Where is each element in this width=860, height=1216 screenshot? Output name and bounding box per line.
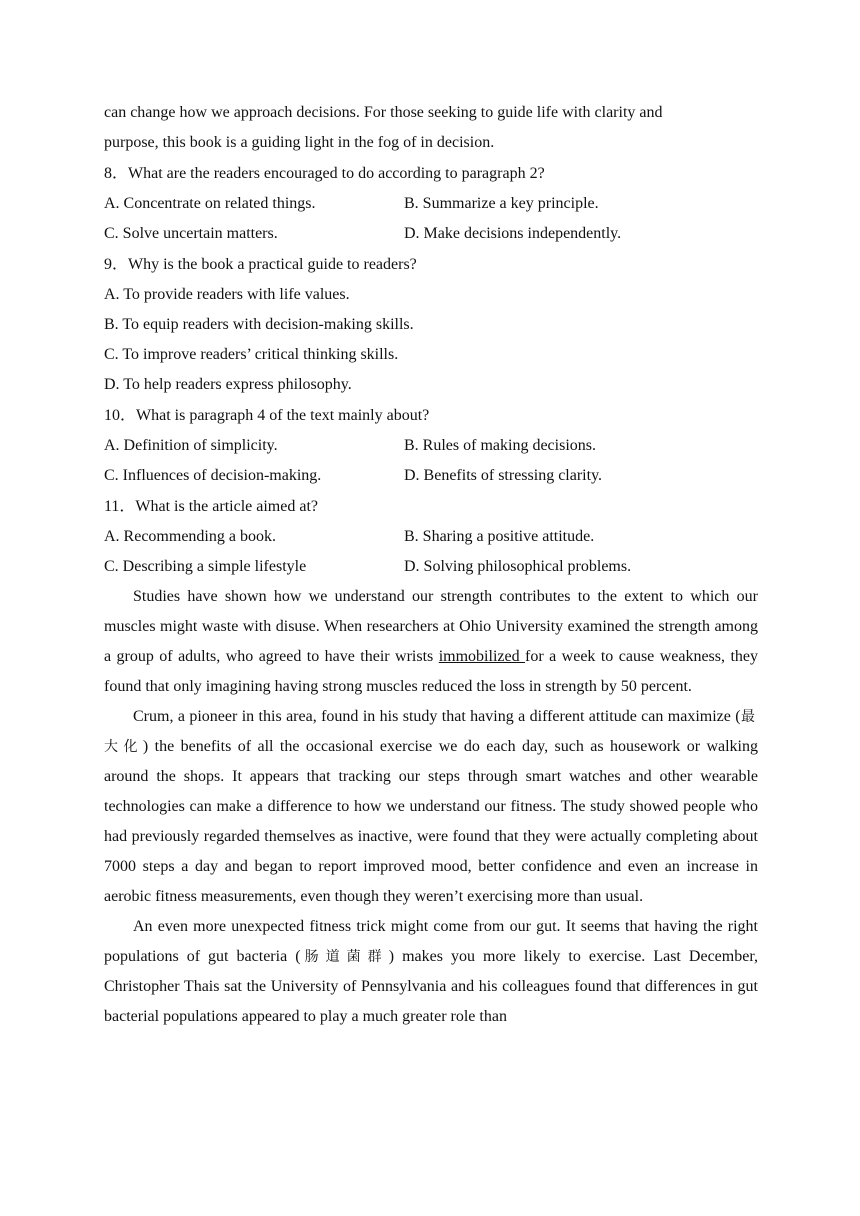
document-page bbox=[104, 98, 758, 1032]
question-11-option-d: D. Solving philosophical problems. bbox=[404, 558, 632, 575]
question-9-option-b: B. To equip readers with decision-making skills. bbox=[104, 316, 414, 333]
question-9-option-d: D. To help readers express philosophy. bbox=[104, 376, 352, 393]
question-8-option-d: D. Make decisions independently. bbox=[404, 225, 622, 242]
question-10-options-row-2 bbox=[104, 461, 758, 491]
question-9-stem: 9．Why is the book a practical guide to readers? bbox=[104, 256, 417, 273]
passage-paragraph-1 bbox=[104, 582, 758, 702]
question-8-stem: 8．What are the readers encouraged to do according to paragraph 2? bbox=[104, 165, 545, 182]
question-10-option-a: A. Definition of simplicity. bbox=[104, 437, 278, 454]
question-8-option-a: A. Concentrate on related things. bbox=[104, 195, 316, 212]
p3-text-after: ) makes you more likely to exercise. Last December, Christopher Thais sat the University of Pennsylvania and his colleagues found that differences in gut bacterial populations appeared to play a much greater role than bbox=[104, 948, 759, 1025]
p1-text-after: for a week to cause weakness, they found that only imagining having strong muscles reduced the loss in strength by 50 percent. bbox=[104, 648, 758, 695]
question-8-option-c: C. Solve uncertain matters. bbox=[104, 225, 278, 242]
question-11-options-row-1 bbox=[104, 522, 758, 552]
question-10-option-b: B. Rules of making decisions. bbox=[404, 437, 596, 454]
intro-line-2: purpose, this book is a guiding light in the fog of in decision. bbox=[104, 134, 495, 151]
p2-text-before: Crum, a pioneer in this area, found in his study that having a different attitude can maximize ( bbox=[133, 708, 741, 725]
question-8-option-b: B. Summarize a key principle. bbox=[404, 195, 599, 212]
question-8-options-row-1 bbox=[104, 189, 758, 219]
intro-line-1: can change how we approach decisions. For those seeking to guide life with clarity and bbox=[104, 104, 663, 121]
question-9-option-a: A. To provide readers with life values. bbox=[104, 286, 350, 303]
question-9-option-c: C. To improve readers’ critical thinking skills. bbox=[104, 346, 399, 363]
p2-text-after: ) the benefits of all the occasional exercise we do each day, such as housework or walking around the shops. It appears that tracking our steps through smart watches and other wearable technologies can make a difference to how we understand our fitness. The study showed people who had previously regarded themselves as inactive, were found that they were actually completing about 7000 steps a day and began to report improved mood, better confidence and even an increase in aerobic fitness measurements, even though they weren’t exercising more than usual. bbox=[104, 738, 759, 905]
question-10-option-c: C. Influences of decision-making. bbox=[104, 467, 322, 484]
question-8-options-row-2 bbox=[104, 219, 758, 249]
question-10-stem: 10．What is paragraph 4 of the text mainly about? bbox=[104, 407, 430, 424]
question-11-options-row-2 bbox=[104, 552, 758, 582]
question-11-stem: 11．What is the article aimed at? bbox=[104, 498, 318, 515]
gloss-gut-bacteria: 肠道菌群 bbox=[300, 949, 389, 965]
question-11-option-b: B. Sharing a positive attitude. bbox=[404, 528, 595, 545]
gloss-maximize: 最大化 bbox=[104, 709, 759, 755]
question-10-options-row-1 bbox=[104, 431, 758, 461]
passage-paragraph-2 bbox=[104, 702, 758, 912]
p3-text-before: An even more unexpected fitness trick might come from our gut. It seems that having the right populations of gut bacteria ( bbox=[104, 918, 758, 965]
passage-paragraph-3 bbox=[104, 912, 758, 1032]
p1-text-before: Studies have shown how we understand our strength contributes to the extent to which our muscles might waste with disuse. When researchers at Ohio University examined the strength among a group of adults, who agreed to have their wrists bbox=[104, 588, 758, 665]
question-10-option-d: D. Benefits of stressing clarity. bbox=[404, 467, 603, 484]
question-11-option-a: A. Recommending a book. bbox=[104, 528, 276, 545]
underlined-word-immobilized: immobilized bbox=[438, 648, 526, 665]
question-11-option-c: C. Describing a simple lifestyle bbox=[104, 558, 307, 575]
